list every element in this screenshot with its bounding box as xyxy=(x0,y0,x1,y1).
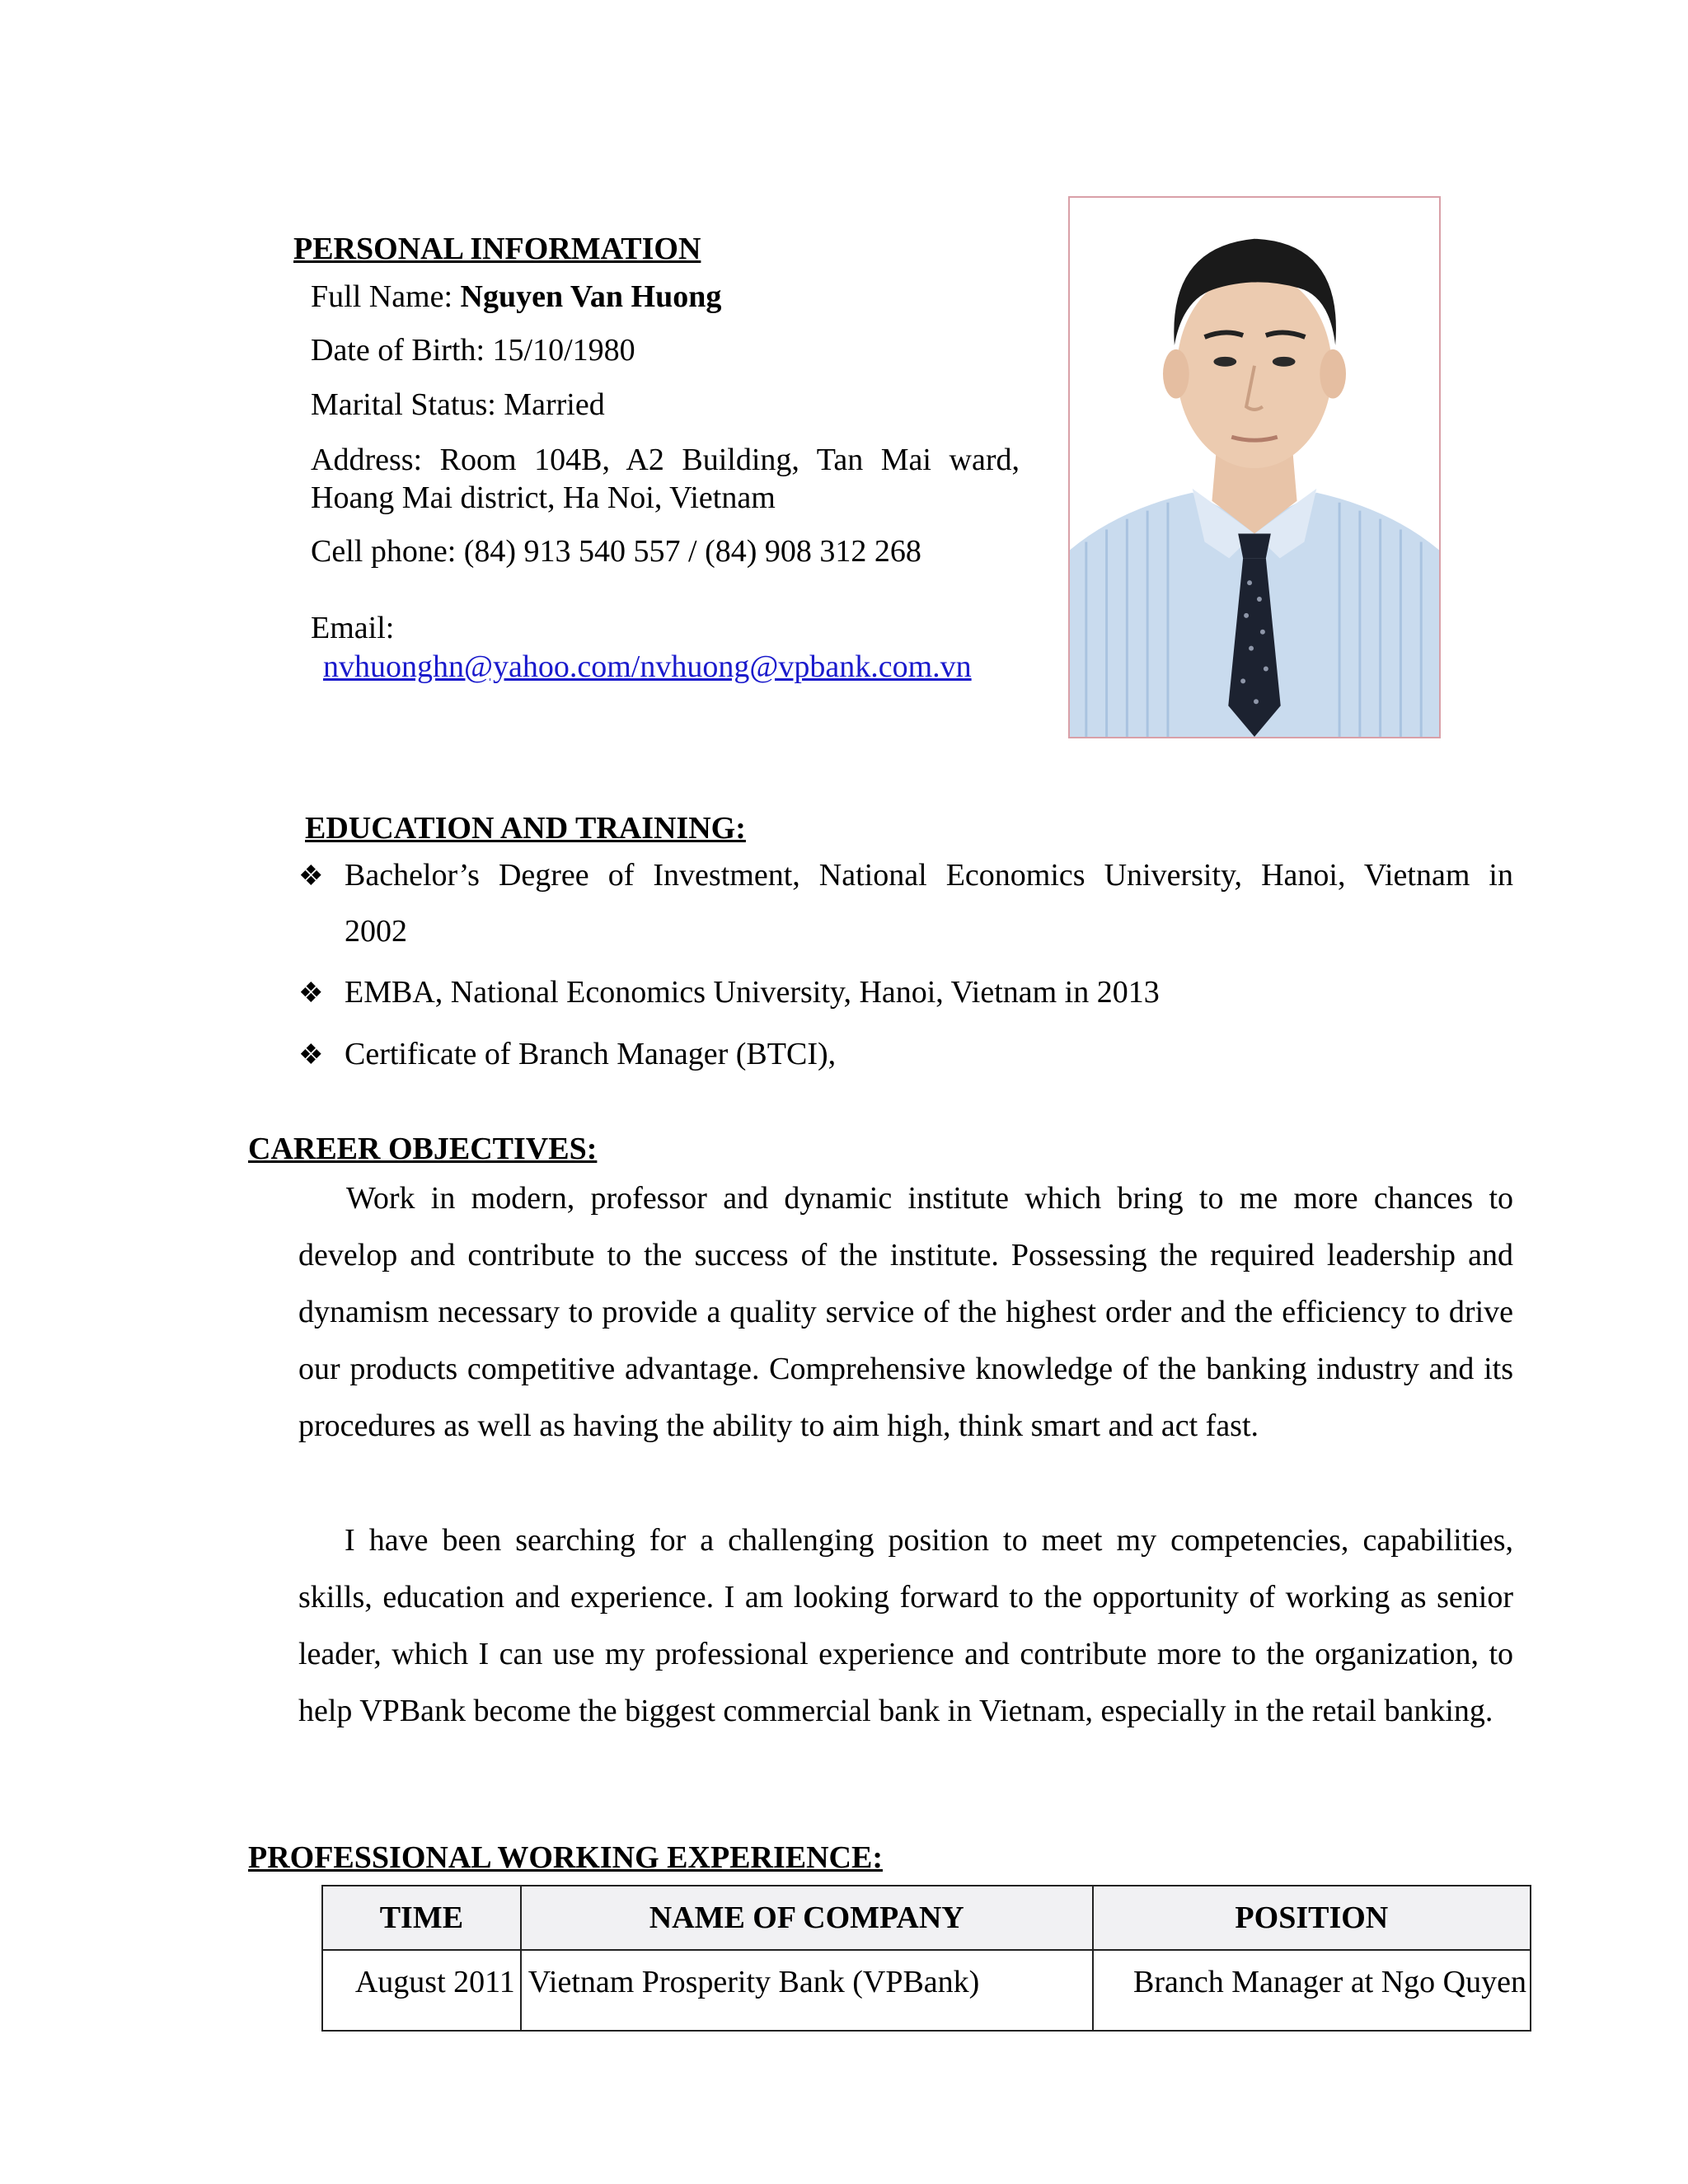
career-paragraph-1: Work in modern, professor and dynamic institute which bring to me more chances to develop and contribute to the success of the institute. Possessing the required leadership and dynamism necessary to provide a quality service of the highest order and the efficiency to drive our products competitive advantage. Comprehensive knowledge of the banking industry and its procedures as well as having the ability to aim high, think smart and act fast. xyxy=(298,1181,1513,1443)
diamond-bullet-icon: ❖ xyxy=(298,861,324,892)
education-item xyxy=(0,974,1688,1015)
address-line-2: Hoang Mai district, Ha Noi, Vietnam xyxy=(311,480,776,515)
email-link[interactable] xyxy=(323,649,972,685)
full-name-value: Nguyen Van Huong xyxy=(460,279,722,314)
personal-information-heading: PERSONAL INFORMATION xyxy=(293,232,701,266)
education-item-text: Certificate of Branch Manager (BTCI), xyxy=(345,1037,837,1071)
education-item-text: EMBA, National Economics University, Hanoi, Vietnam in 2013 xyxy=(345,975,1160,1010)
date-of-birth: Date of Birth: 15/10/1980 xyxy=(311,333,635,368)
diamond-bullet-icon: ❖ xyxy=(298,978,324,1009)
career-paragraph-2: I have been searching for a challenging position to meet my competencies, capabilities, skills, education and experience. I am looking forward to the opportunity of working as senior leader, which I can use my professional experience and contribute more to the organization, to help VPBank become the biggest commercial bank in Vietnam, especially in the retail banking. xyxy=(298,1523,1513,1728)
cell-company: Vietnam Prosperity Bank (VPBank) xyxy=(521,1950,1093,2031)
full-name-line xyxy=(311,279,721,315)
experience-heading: PROFESSIONAL WORKING EXPERIENCE: xyxy=(248,1840,883,1875)
education-item xyxy=(0,857,1688,956)
diamond-bullet-icon: ❖ xyxy=(298,1040,324,1071)
email-label: Email: xyxy=(311,611,395,645)
cell-time: August 2011 xyxy=(322,1950,521,2031)
table-row xyxy=(322,1950,1531,2031)
cell-phone: Cell phone: (84) 913 540 557 / (84) 908 312 268 xyxy=(311,534,921,569)
marital-status: Marital Status: Married xyxy=(311,387,605,422)
address-line-1: Address: Room 104B, A2 Building, Tan Mai ward, xyxy=(311,443,1020,477)
education-item-text-continued: 2002 xyxy=(345,914,407,949)
table-header-row xyxy=(322,1886,1531,1950)
email-link-text[interactable]: nvhuonghn@yahoo.com/nvhuong@vpbank.com.vn xyxy=(323,649,972,684)
portrait-image xyxy=(1070,198,1439,737)
column-header-position: POSITION xyxy=(1093,1886,1531,1950)
full-name-label: Full Name: xyxy=(311,279,461,314)
education-item-text: Bachelor’s Degree of Investment, National Economics University, Hanoi, Vietnam in xyxy=(345,858,1513,893)
column-header-company: NAME OF COMPANY xyxy=(521,1886,1093,1950)
column-header-time: TIME xyxy=(322,1886,521,1950)
education-item xyxy=(0,1036,1688,1077)
cell-position: Branch Manager at Ngo Quyen xyxy=(1093,1950,1531,2031)
education-heading: EDUCATION AND TRAINING: xyxy=(305,811,746,846)
profile-photo xyxy=(1068,196,1441,738)
career-objectives-heading: CAREER OBJECTIVES: xyxy=(248,1132,598,1166)
experience-table xyxy=(321,1885,1531,2032)
